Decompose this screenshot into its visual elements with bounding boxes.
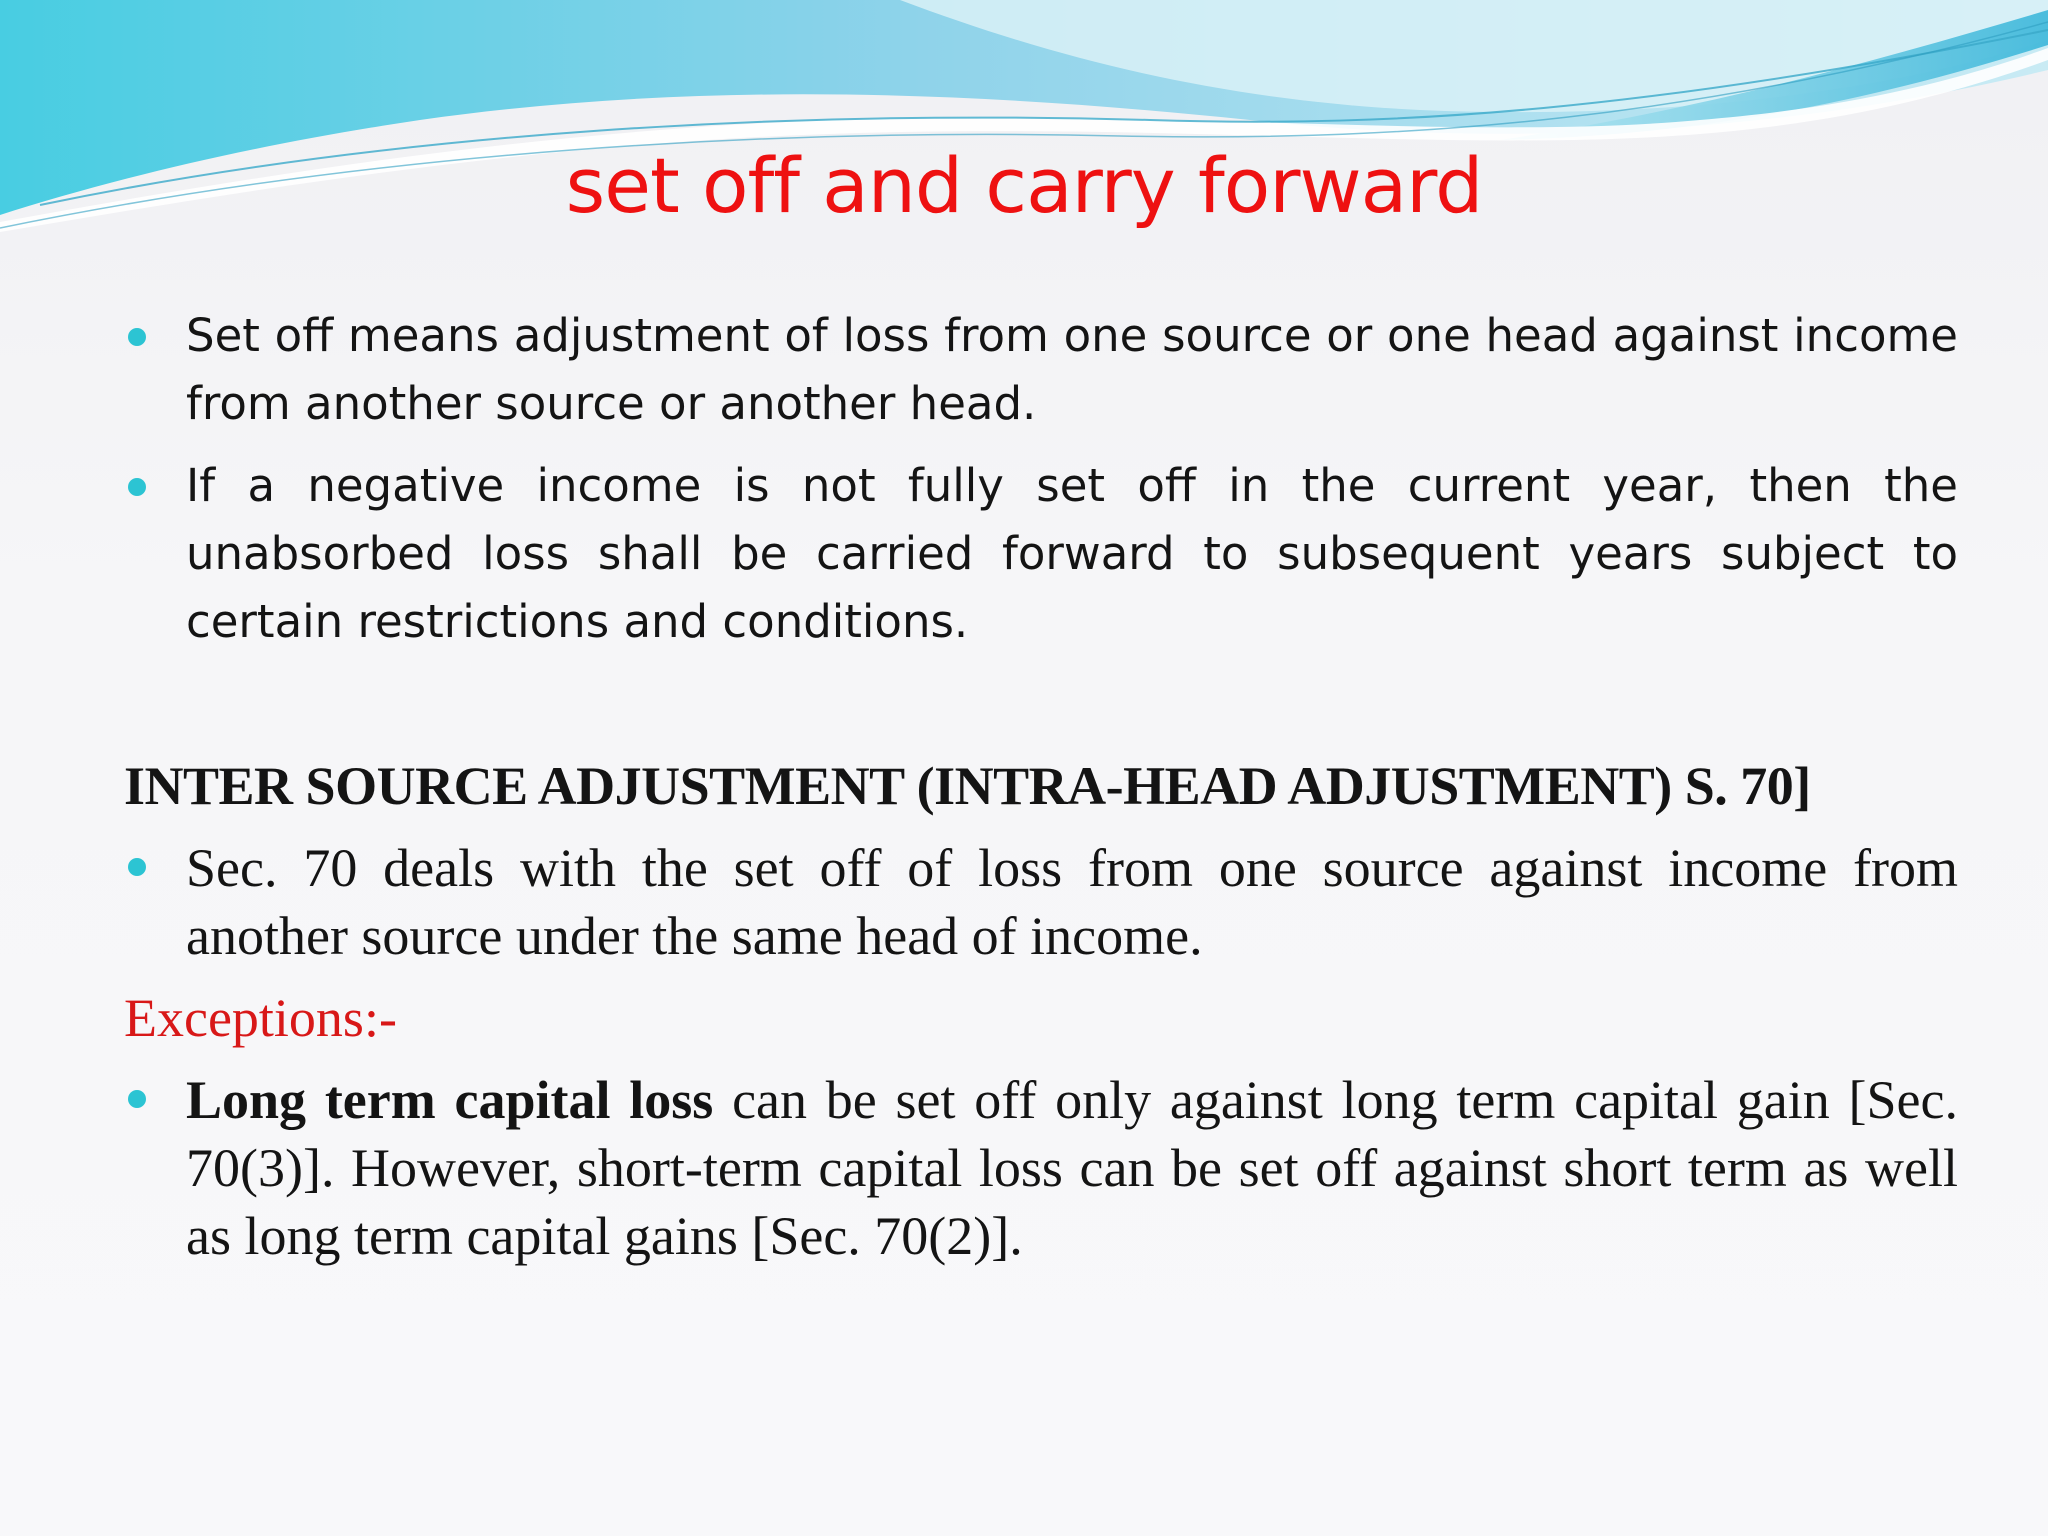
bullet-item [124,302,1958,438]
bullet-dot-icon [128,328,146,346]
bold-lead-text: Long term capital loss [186,1070,714,1130]
bullet-text: If a negative income is not fully set off in the current year, then the unabsorbed loss shall be carried forward to subsequent years subject to certain restrictions and conditions. [186,459,1958,648]
bullet-text: Set off means adjustment of loss from one source or one head against income from another source or another head. [186,309,1958,430]
slide-title: set off and carry forward [565,141,1483,230]
bullet-item [124,452,1958,656]
section-heading: INTER SOURCE ADJUSTMENT (INTRA-HEAD ADJUSTMENT) S. 70] [124,756,1811,816]
bullet-dot-icon [128,1090,146,1108]
exceptions-label: Exceptions:- [124,988,397,1048]
bullet-text: can be set off only against long term capital gain [Sec. 70(3)]. However, short-term capital loss can be set off against short term as well as long term capital gains [Sec. 70(2)]. [186,1070,1958,1266]
bullet-list-exceptions [124,1066,1958,1270]
bullet-item [124,834,1958,970]
bullet-dot-icon [128,478,146,496]
bullet-list-top [124,302,1958,656]
bullet-dot-icon [128,858,146,876]
bullet-text: Sec. 70 deals with the set off of loss from one source against income from another source under the same head of income. [186,838,1958,966]
bullet-item [124,1066,1958,1270]
bullet-list-section [124,834,1958,970]
